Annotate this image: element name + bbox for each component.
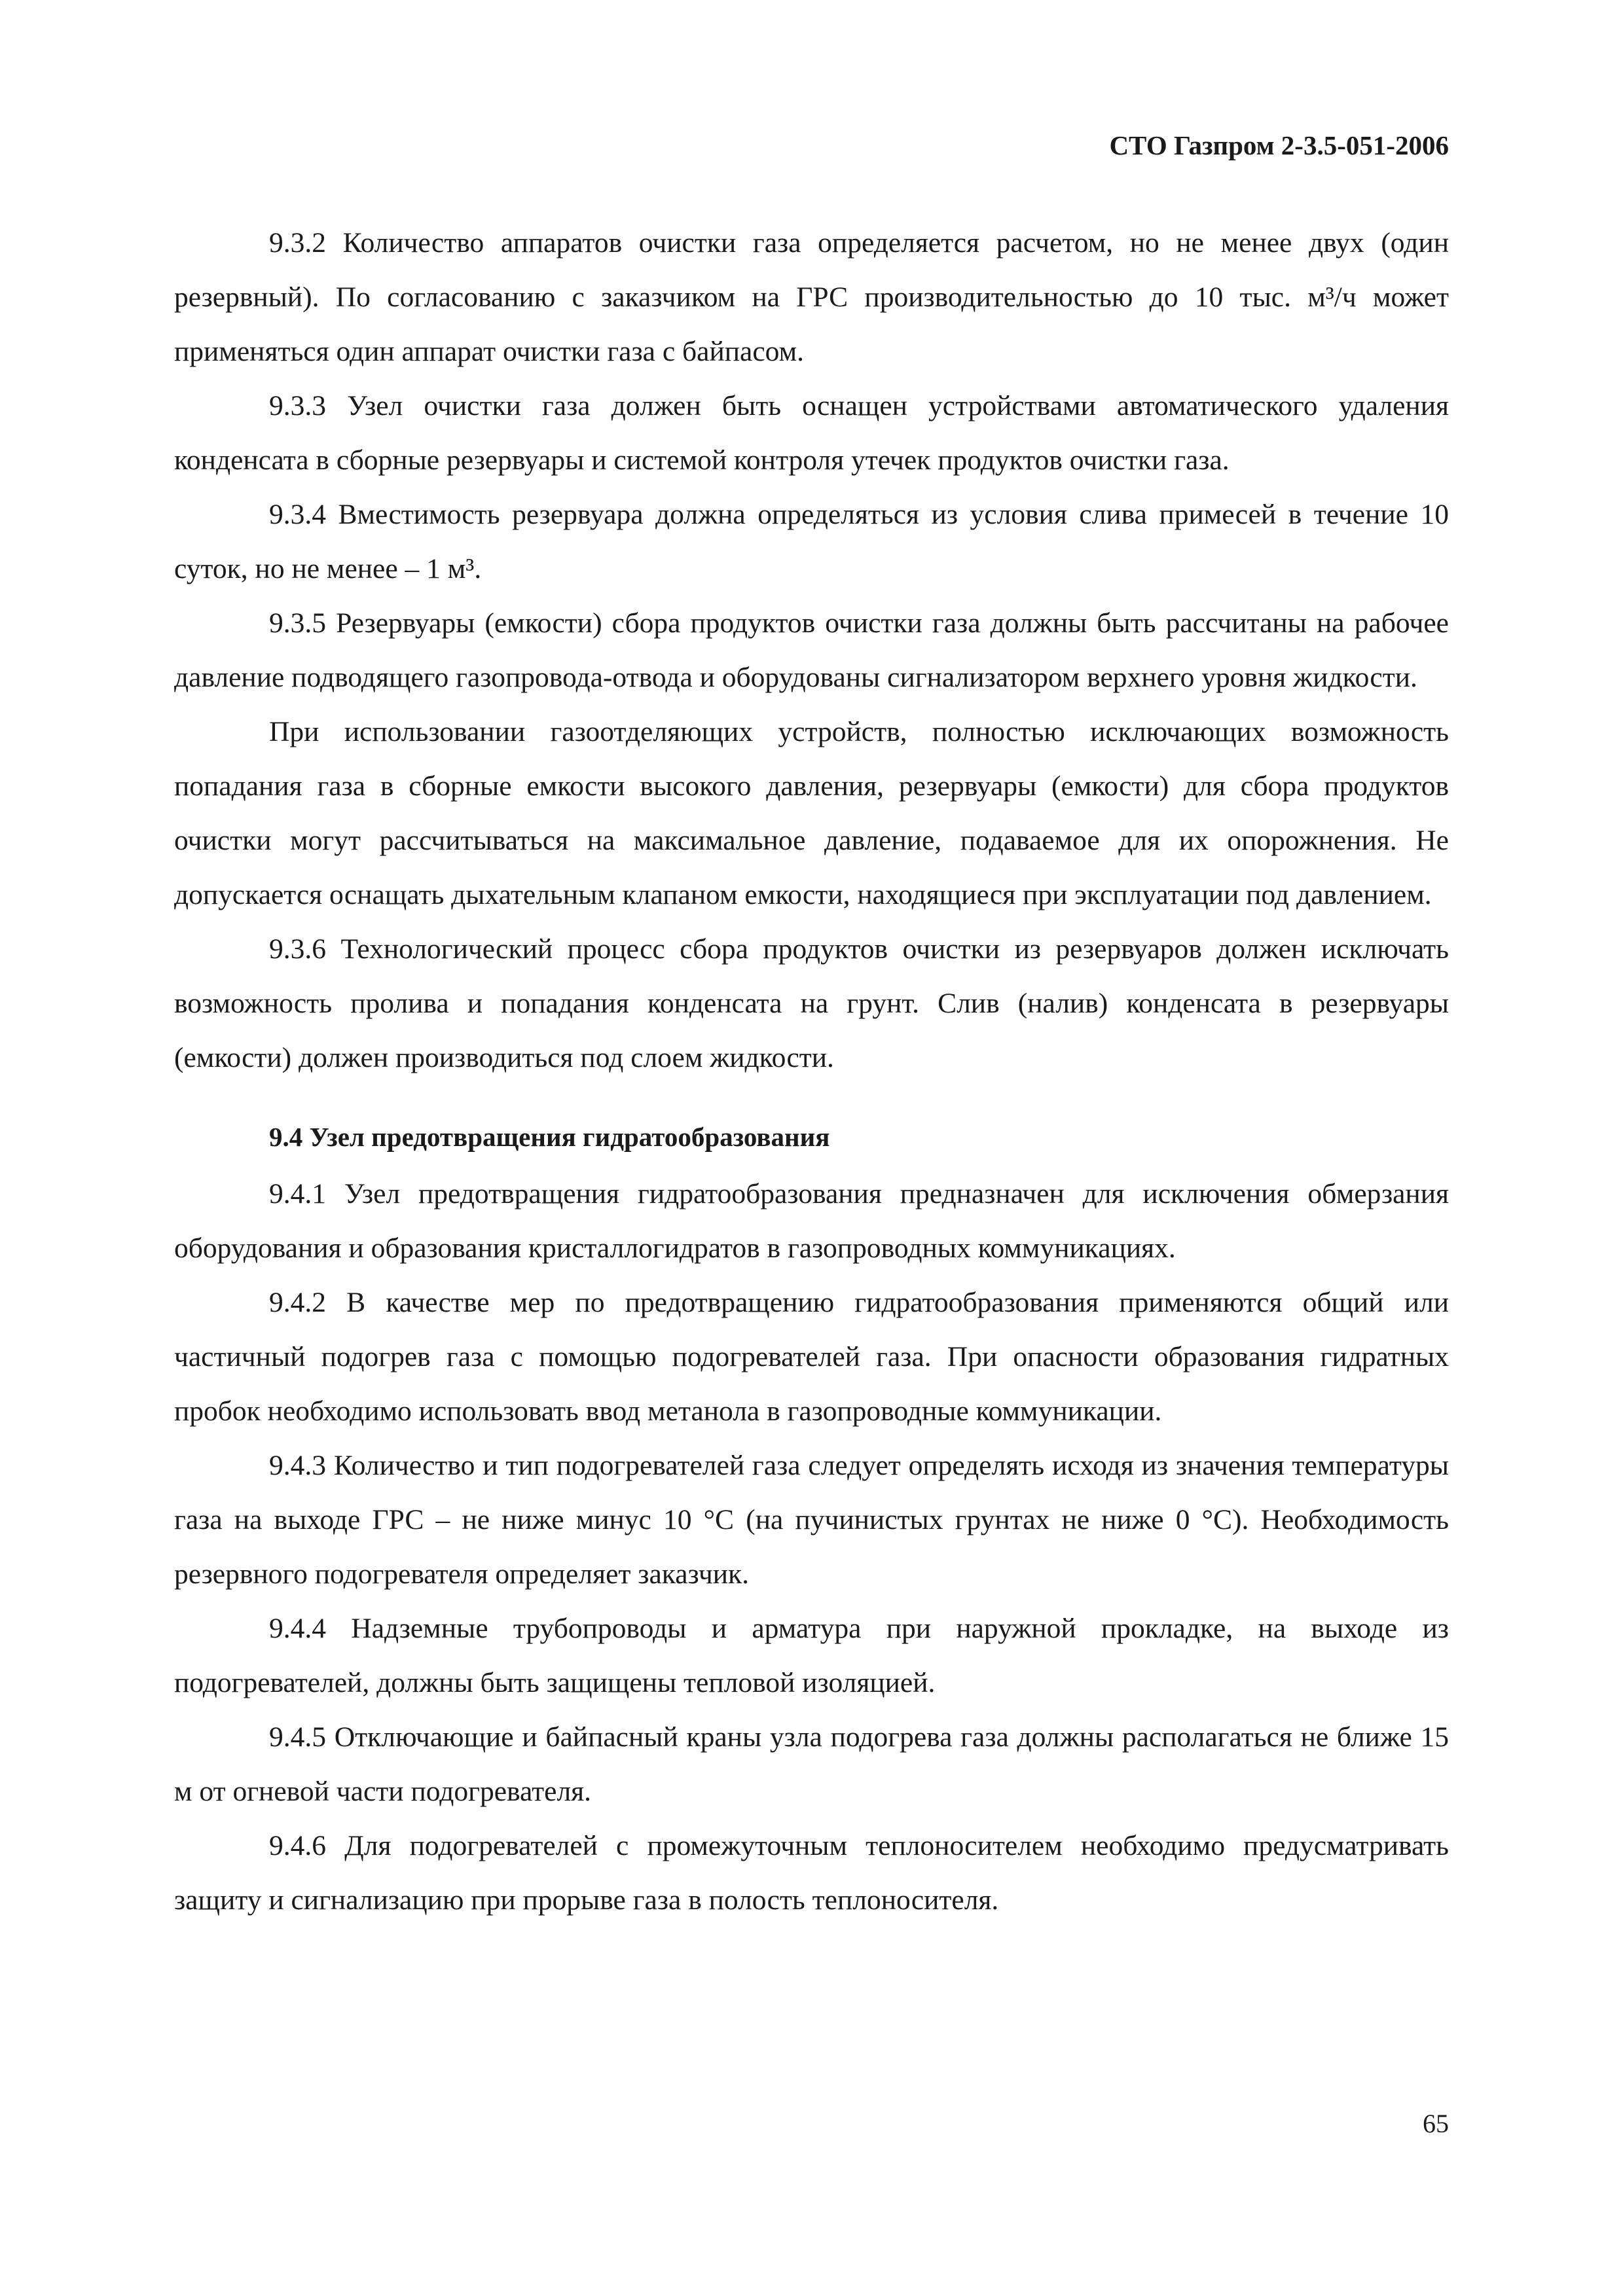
paragraph-9-4-5: 9.4.5 Отключающие и байпасный краны узла подогрева газа должны располагаться не ближе 15 м от огневой части подогревателя. [174,1721,1449,1807]
paragraph-9-3-5: 9.3.5 Резервуары (емкости) сбора продуктов очистки газа должны быть рассчитаны на рабочее давление подводящего газопровода-отвода и оборудованы сигнализатором верхнего уровня жидкости. [174,607,1449,693]
paragraph-9-4-4: 9.4.4 Надземные трубопроводы и арматура при наружной прокладке, на выходе из подогревателей, должны быть защищены тепловой изоляцией. [174,1613,1449,1698]
paragraph-9-3-5-continued: При использовании газоотделяющих устройств, полностью исключающих возможность попадания газа в сборные емкости высокого давления, резервуары (емкости) для сбора продуктов очистки могут рассчитываться на максимальное давление, подаваемое для их опорожнения. Не допускается оснащать дыхательным клапаном емкости, находящиеся при эксплуатации под давлением. [174,716,1449,910]
paragraph-9-3-4: 9.3.4 Вместимость резервуара должна определяться из условия слива примесей в течение 10 суток, но не менее – 1 м³. [174,499,1449,584]
paragraph-9-3-6: 9.3.6 Технологический процесс сбора продуктов очистки из резервуаров должен исключать возможность пролива и попадания конденсата на грунт. Слив (налив) конденсата в резервуары (емкости) должен производиться под слоем жидкости. [174,933,1449,1073]
page-body [174,216,1449,1928]
paragraph-9-3-3: 9.3.3 Узел очистки газа должен быть оснащен устройствами автоматического удаления конденсата в сборные резервуары и системой контроля утечек продуктов очистки газа. [174,390,1449,476]
page-number: 65 [1423,2109,1449,2138]
paragraph-9-4-1: 9.4.1 Узел предотвращения гидратообразования предназначен для исключения обмерзания оборудования и образования кристаллогидратов в газопроводных коммуникациях. [174,1178,1449,1264]
section-heading: 9.4 Узел предотвращения гидратообразования [269,1122,830,1152]
paragraph-9-4-3: 9.4.3 Количество и тип подогревателей газа следует определять исходя из значения температуры газа на выходе ГРС – не ниже минус 10 °С (на пучинистых грунтах не ниже 0 °С). Необходимость резервного подогревателя определяет заказчик. [174,1450,1449,1590]
document-header: СТО Газпром 2-3.5-051-2006 [1109,130,1449,160]
paragraph-9-3-2: 9.3.2 Количество аппаратов очистки газа определяется расчетом, но не менее двух (один резервный). По согласованию с заказчиком на ГРС производительностью до 10 тыс. м³/ч может применяться один аппарат очистки газа с байпасом. [174,227,1449,367]
paragraph-9-4-6: 9.4.6 Для подогревателей с промежуточным теплоносителем необходимо предусматривать защиту и сигнализацию при прорыве газа в полость теплоносителя. [174,1830,1449,1916]
paragraph-9-4-2: 9.4.2 В качестве мер по предотвращению гидратообразования применяются общий или частичный подогрев газа с помощью подогревателей газа. При опасности образования гидратных пробок необходимо использовать ввод метанола в газопроводные коммуникации. [174,1287,1449,1427]
